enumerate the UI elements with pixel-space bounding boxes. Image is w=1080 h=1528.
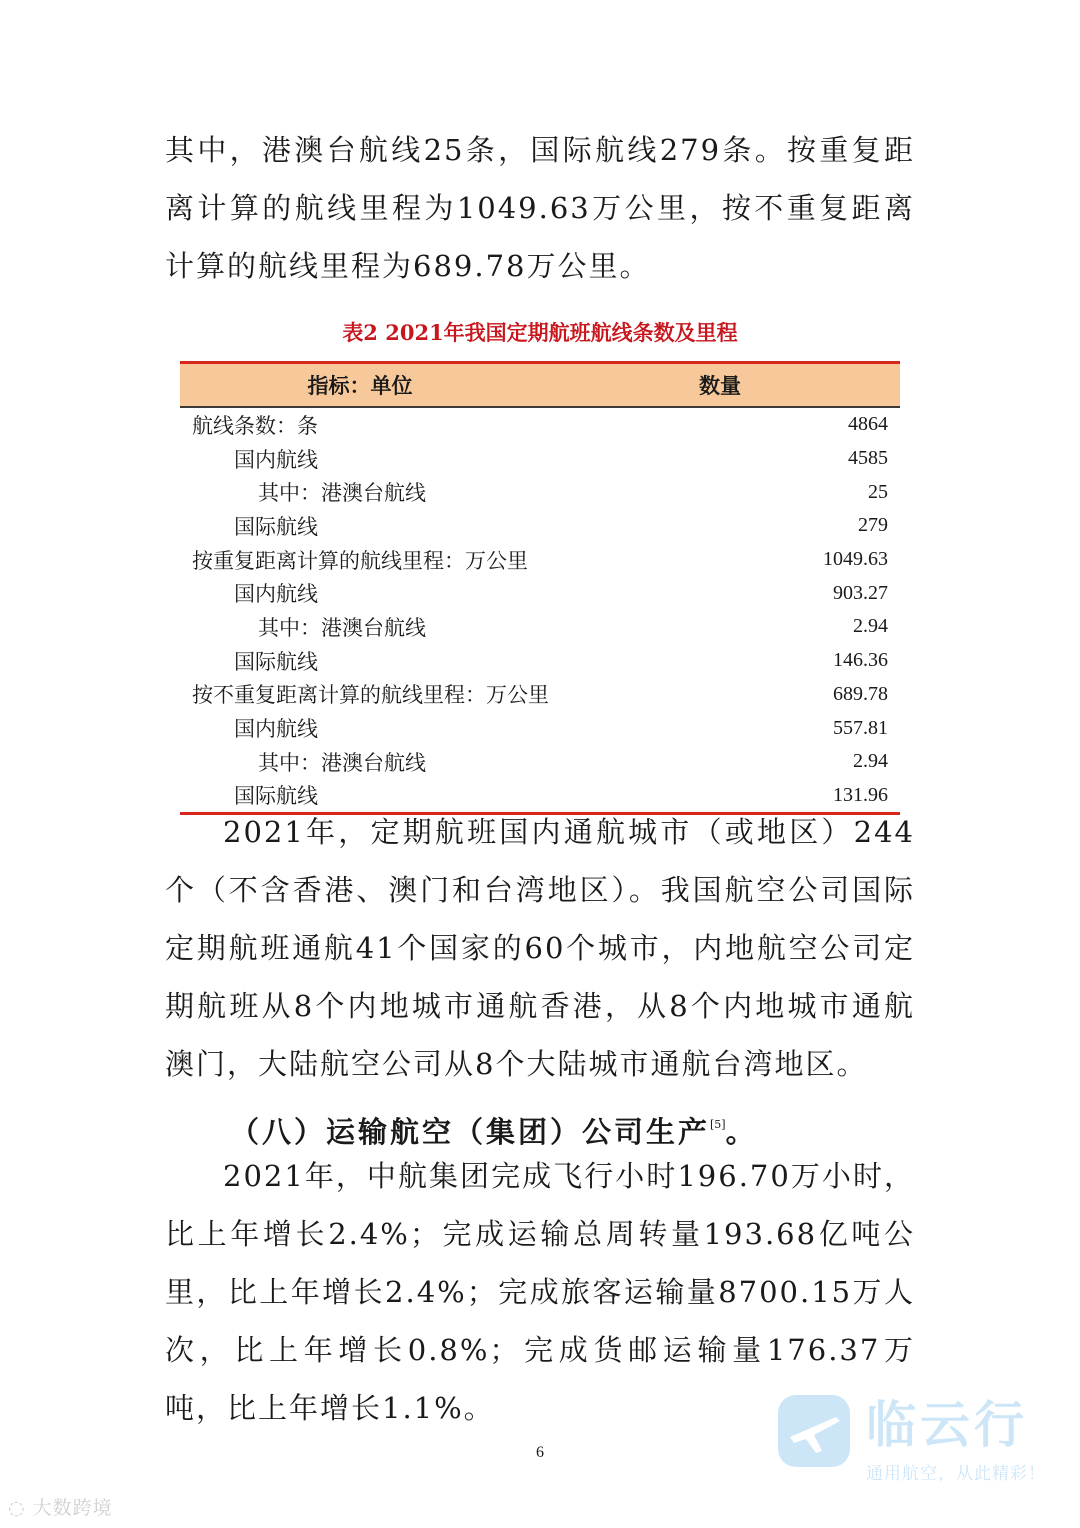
table-row	[180, 610, 900, 644]
header-indicator: 指标：单位	[307, 373, 413, 398]
row-value: 279	[858, 514, 888, 537]
source-watermark	[8, 1493, 113, 1520]
row-label: 国际航线	[234, 514, 318, 539]
row-label: 国际航线	[234, 649, 318, 674]
row-label: 其中：港澳台航线	[258, 481, 426, 506]
row-value: 2.94	[853, 615, 888, 638]
row-label: 航线条数：条	[192, 413, 318, 438]
brand-watermark	[778, 1395, 1078, 1495]
row-value: 903.27	[833, 581, 888, 604]
watermark-slogan: 通用航空，从此精彩！	[866, 1464, 1046, 1484]
watermark-source: 大数跨境	[32, 1497, 113, 1519]
row-label: 国内航线	[234, 582, 318, 607]
table-row	[180, 678, 900, 712]
row-label: 按重复距离计算的航线里程：万公里	[192, 548, 528, 573]
table-row	[180, 475, 900, 509]
table-row	[180, 543, 900, 577]
table-row	[180, 745, 900, 779]
row-value: 2.94	[853, 750, 888, 773]
header-quantity: 数量	[699, 373, 741, 398]
table-row	[180, 442, 900, 476]
row-value: 25	[868, 480, 888, 503]
weibo-icon: ◌	[8, 1497, 26, 1519]
row-value: 4585	[848, 447, 888, 470]
row-value: 1049.63	[823, 548, 888, 571]
row-label: 国际航线	[234, 784, 318, 809]
paragraph-airchina: 2021年，中航集团完成飞行小时196.70万小时，比上年增长2.4%；完成运输总周转量193.68亿吨公里，比上年增长2.4%；完成旅客运输量8700.15万人次，比上年增长0.8%；完成货邮运输量176.37万吨，比上年增长1.1%。	[165, 1159, 915, 1425]
heading-text: （八）运输航空（集团）公司生产	[230, 1115, 711, 1149]
watermark-brand: 临云行	[866, 1396, 1028, 1454]
table-row	[180, 711, 900, 745]
heading-end: 。	[725, 1115, 758, 1149]
row-value: 131.96	[833, 783, 888, 806]
table-row	[180, 644, 900, 678]
row-label: 其中：港澳台航线	[258, 750, 426, 775]
airplane-icon	[778, 1395, 850, 1467]
row-label: 国内航线	[234, 717, 318, 742]
row-label: 其中：港澳台航线	[258, 615, 426, 640]
paragraph-cities: 2021年，定期航班国内通航城市（或地区）244个（不含香港、澳门和台湾地区）。我国航空公司国际定期航班通航41个国家的60个城市，内地航空公司定期航班从8个内地城市通航香港，从8个内地城市通航澳门，大陆航空公司从8个大陆城市通航台湾地区。	[165, 815, 915, 1081]
row-value: 4864	[848, 413, 888, 436]
footnote-ref: [5]	[710, 1118, 726, 1131]
paragraph-routes: 其中，港澳台航线25条，国际航线279条。按重复距离计算的航线里程为1049.63万公里，按不重复距离计算的航线里程为689.78万公里。	[165, 133, 915, 283]
routes-table	[180, 361, 900, 815]
row-value: 689.78	[833, 682, 888, 705]
row-label: 国内航线	[234, 447, 318, 472]
row-value: 146.36	[833, 649, 888, 672]
table-row	[180, 509, 900, 543]
row-value: 557.81	[833, 716, 888, 739]
page-number: 6	[536, 1444, 544, 1461]
table-row	[180, 576, 900, 610]
table-title: 表2 2021年我国定期航班航线条数及里程	[342, 320, 738, 345]
table-header	[180, 364, 900, 406]
table-row	[180, 408, 900, 442]
row-label: 按不重复距离计算的航线里程：万公里	[192, 683, 549, 708]
